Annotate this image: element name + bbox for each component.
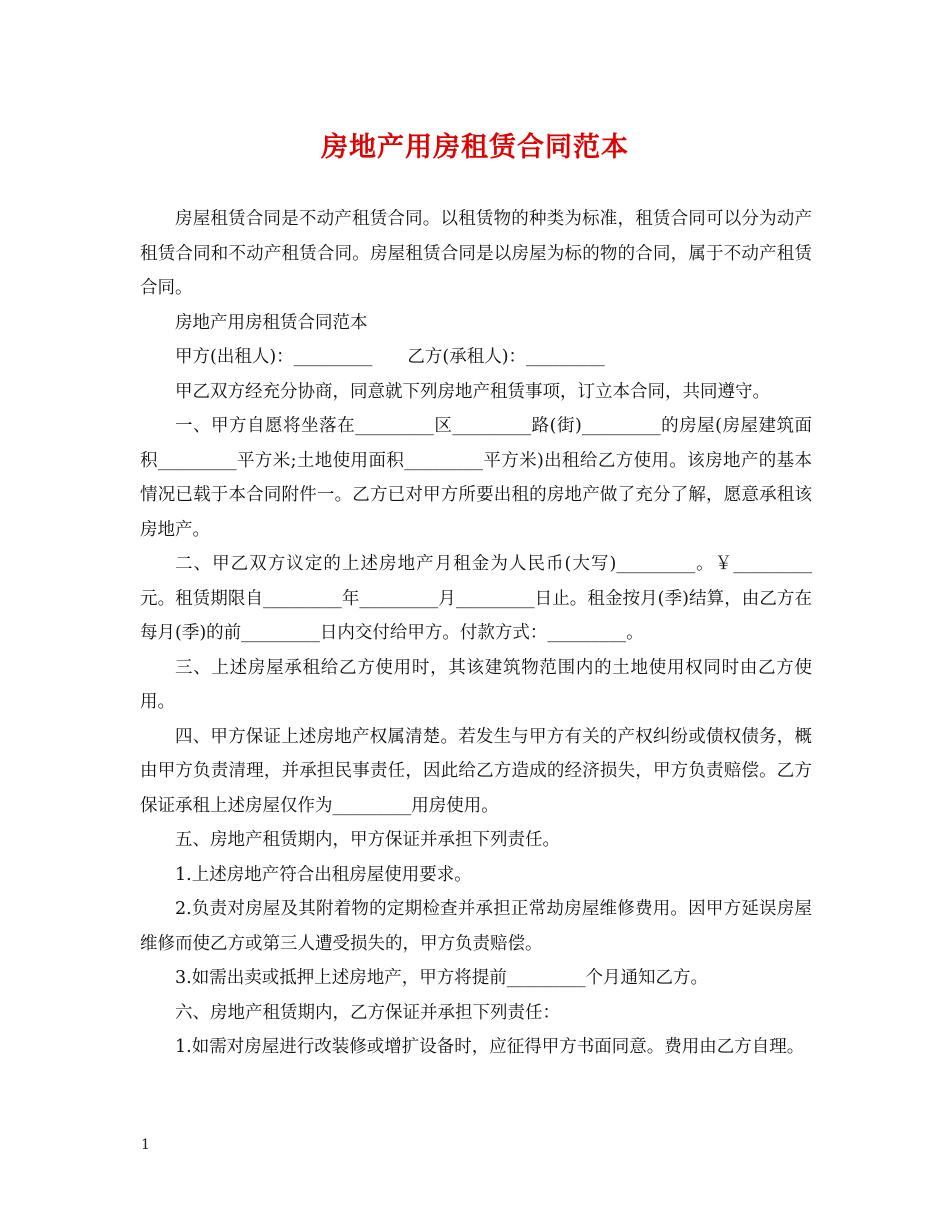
page-number: 1 <box>141 1137 150 1153</box>
paragraph-clause-5-item-2: 2.负责对房屋及其附着物的定期检查并承担正常劫房屋维修费用。因甲方延误房屋维修而使乙方或第三人遭受损失的，甲方负责赔偿。 <box>140 899 812 954</box>
paragraph-clause-1: 一、甲方自愿将坐落在_________区_________路(街)_________的房屋(房屋建筑面积_________平方米;土地使用面积_________平方米)出租给乙方使用。该房地产的基本情况已载于本合同附件一。乙方已对甲方所要出租的房地产做了充分了解，愿意承租该房地产。 <box>140 416 812 540</box>
paragraph-agreement: 甲乙双方经充分协商，同意就下列房地产租赁事项，订立本合同，共同遵守。 <box>175 381 770 402</box>
paragraph-subtitle: 房地产用房租赁合同范本 <box>175 312 368 333</box>
paragraph-clause-4: 四、甲方保证上述房地产权属清楚。若发生与甲方有关的产权纠纷或债权债务，概由甲方负责清理，并承担民事责任，因此给乙方造成的经济损失，甲方负责赔偿。乙方保证承租上述房屋仅作为_________用房使用。 <box>140 726 812 816</box>
paragraph-clause-2: 二、甲乙双方议定的上述房地产月租金为人民币(大写)_________。￥_________元。租赁期限自_________年_________月_________日止。租金按月(季)结算，由乙方在每月(季)的前_________日内交付给甲方。付款方式：_________。 <box>140 554 812 643</box>
paragraph-clause-5-item-1: 1.上述房地产符合出租房屋使用要求。 <box>175 864 472 885</box>
paragraph-clause-6-item-1: 1.如需对房屋进行改装修或增扩设备时，应征得甲方书面同意。费用由乙方自理。 <box>175 1037 805 1057</box>
document-title: 房地产用房租赁合同范本 <box>321 132 629 163</box>
paragraph-clause-5: 五、房地产租赁期内，甲方保证并承担下列责任。 <box>175 830 560 850</box>
paragraph-clause-6: 六、房地产租赁期内，乙方保证并承担下列责任： <box>175 1002 560 1023</box>
paragraph-clause-5-item-3: 3.如需出卖或抵押上述房地产，甲方将提前_________个月通知乙方。 <box>175 968 708 988</box>
document-body <box>140 202 812 1065</box>
paragraph-parties: 甲方(出租人)：_________ 乙方(承租人)：_________ <box>175 347 605 367</box>
paragraph-clause-3: 三、上述房屋承租给乙方使用时，其该建筑物范围内的土地使用权同时由乙方使用。 <box>140 657 812 712</box>
paragraph-intro: 房屋租赁合同是不动产租赁合同。以租赁物的种类为标准，租赁合同可以分为动产租赁合同和不动产租赁合同。房屋租赁合同是以房屋为标的物的合同，属于不动产租赁合同。 <box>140 209 812 298</box>
